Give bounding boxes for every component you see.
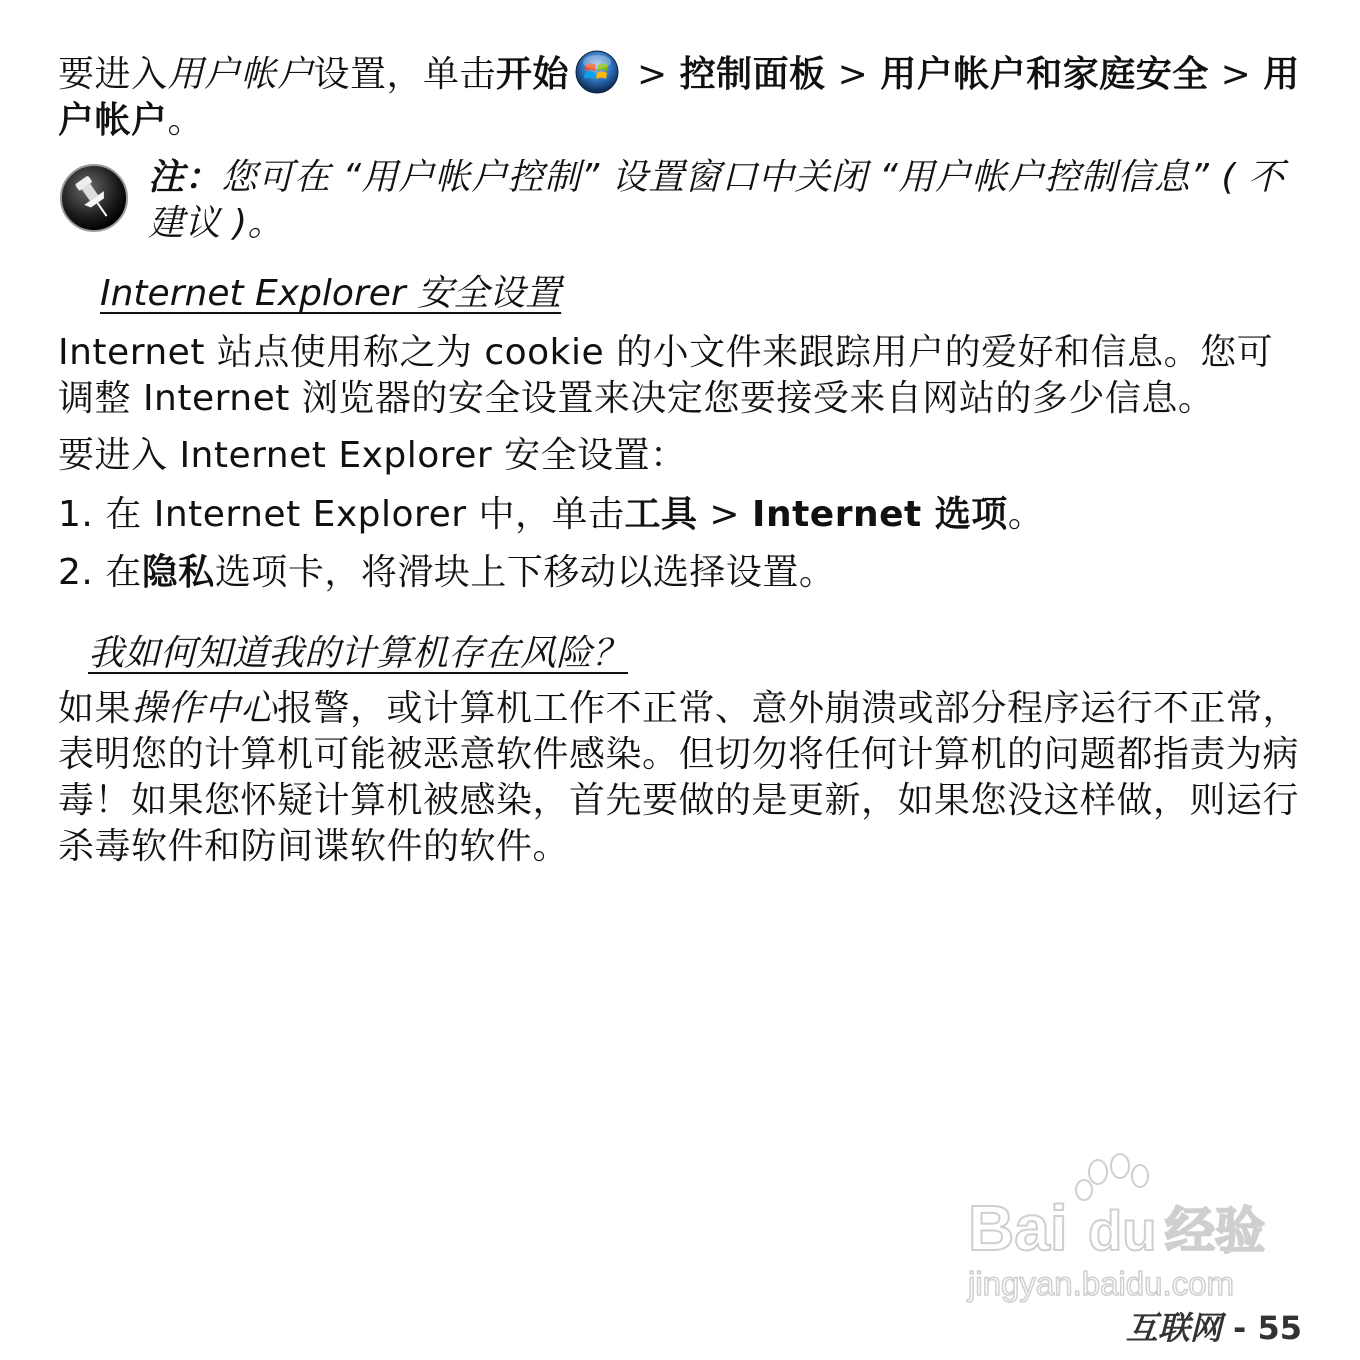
start-label: 开始 bbox=[496, 54, 570, 95]
intro-paragraph bbox=[58, 50, 1303, 144]
baidu-watermark-logo bbox=[960, 1150, 1290, 1310]
intro-text: 要进入 bbox=[58, 54, 168, 95]
internet-options-label: Internet 选项 bbox=[752, 494, 1008, 535]
intro-text: 。 bbox=[167, 100, 205, 141]
windows-start-icon bbox=[575, 50, 619, 94]
ie-security-intro: 要进入 Internet Explorer 安全设置： bbox=[58, 435, 687, 476]
footer-section-title: 互联网 bbox=[1125, 1309, 1222, 1347]
watermark-url: jingyan.baidu.com bbox=[968, 1265, 1234, 1302]
step-text: 1. 在 Internet Explorer 中，单击 bbox=[58, 494, 625, 535]
pushpin-icon bbox=[58, 162, 130, 234]
step-1 bbox=[58, 492, 1303, 538]
breadcrumb-separator: > bbox=[1208, 54, 1264, 95]
watermark-brand: Bai bbox=[968, 1192, 1068, 1264]
user-accounts-italic: 用户帐户 bbox=[167, 54, 314, 95]
watermark-brand-cn: 经验 bbox=[1165, 1202, 1265, 1260]
intro-text: 设置，单击 bbox=[313, 54, 497, 95]
user-accounts-label: 用户帐户 bbox=[58, 54, 1300, 141]
section-heading-risk: 我如何知道我的计算机存在风险？ bbox=[88, 633, 629, 674]
note-label: 注： bbox=[148, 157, 222, 198]
watermark-brand-2: du bbox=[1088, 1199, 1157, 1262]
step-text: 。 bbox=[1007, 494, 1045, 535]
page-footer bbox=[1126, 1308, 1302, 1348]
breadcrumb-separator: > bbox=[825, 54, 881, 95]
page-number: 55 bbox=[1257, 1309, 1302, 1347]
footer-separator: - bbox=[1221, 1309, 1258, 1347]
user-accounts-family-safety-label: 用户帐户和家庭安全 bbox=[880, 54, 1209, 95]
note-text: 您可在 “用户帐户控制” 设置窗口中关闭 “用户帐户控制信息” ( 不建议 )。 bbox=[148, 157, 1285, 244]
section-heading-ie-security: Internet Explorer 安全设置 bbox=[100, 273, 562, 314]
step-2 bbox=[58, 550, 1303, 596]
control-panel-label: 控制面板 bbox=[679, 54, 826, 95]
risk-text: 报警，或计算机工作不正常、意外崩溃或部分程序运行不正常，表明您的计算机可能被恶意软件感染。但切勿将任何计算机的问题都指责为病毒！如果您怀疑计算机被感染，首先要做的是更新，如果您没这样做，则运行杀毒软件和防间谍软件的软件。 bbox=[58, 688, 1300, 867]
risk-text: 如果 bbox=[58, 688, 132, 729]
ie-security-body: Internet 站点使用称之为 cookie 的小文件来跟踪用户的爱好和信息。您可调整 Internet 浏览器的安全设置来决定您要接受来自网站的多少信息。 bbox=[58, 332, 1274, 419]
risk-body bbox=[58, 686, 1303, 870]
tools-label: 工具 bbox=[624, 494, 698, 535]
action-center-italic: 操作中心 bbox=[131, 688, 278, 729]
privacy-tab-label: 隐私 bbox=[141, 552, 215, 593]
step-text: 选项卡，将滑块上下移动以选择设置。 bbox=[214, 552, 836, 593]
breadcrumb-separator: > bbox=[697, 494, 753, 535]
step-text: 2. 在 bbox=[58, 552, 142, 593]
breadcrumb-separator: > bbox=[625, 54, 680, 95]
note-block bbox=[148, 155, 1298, 247]
